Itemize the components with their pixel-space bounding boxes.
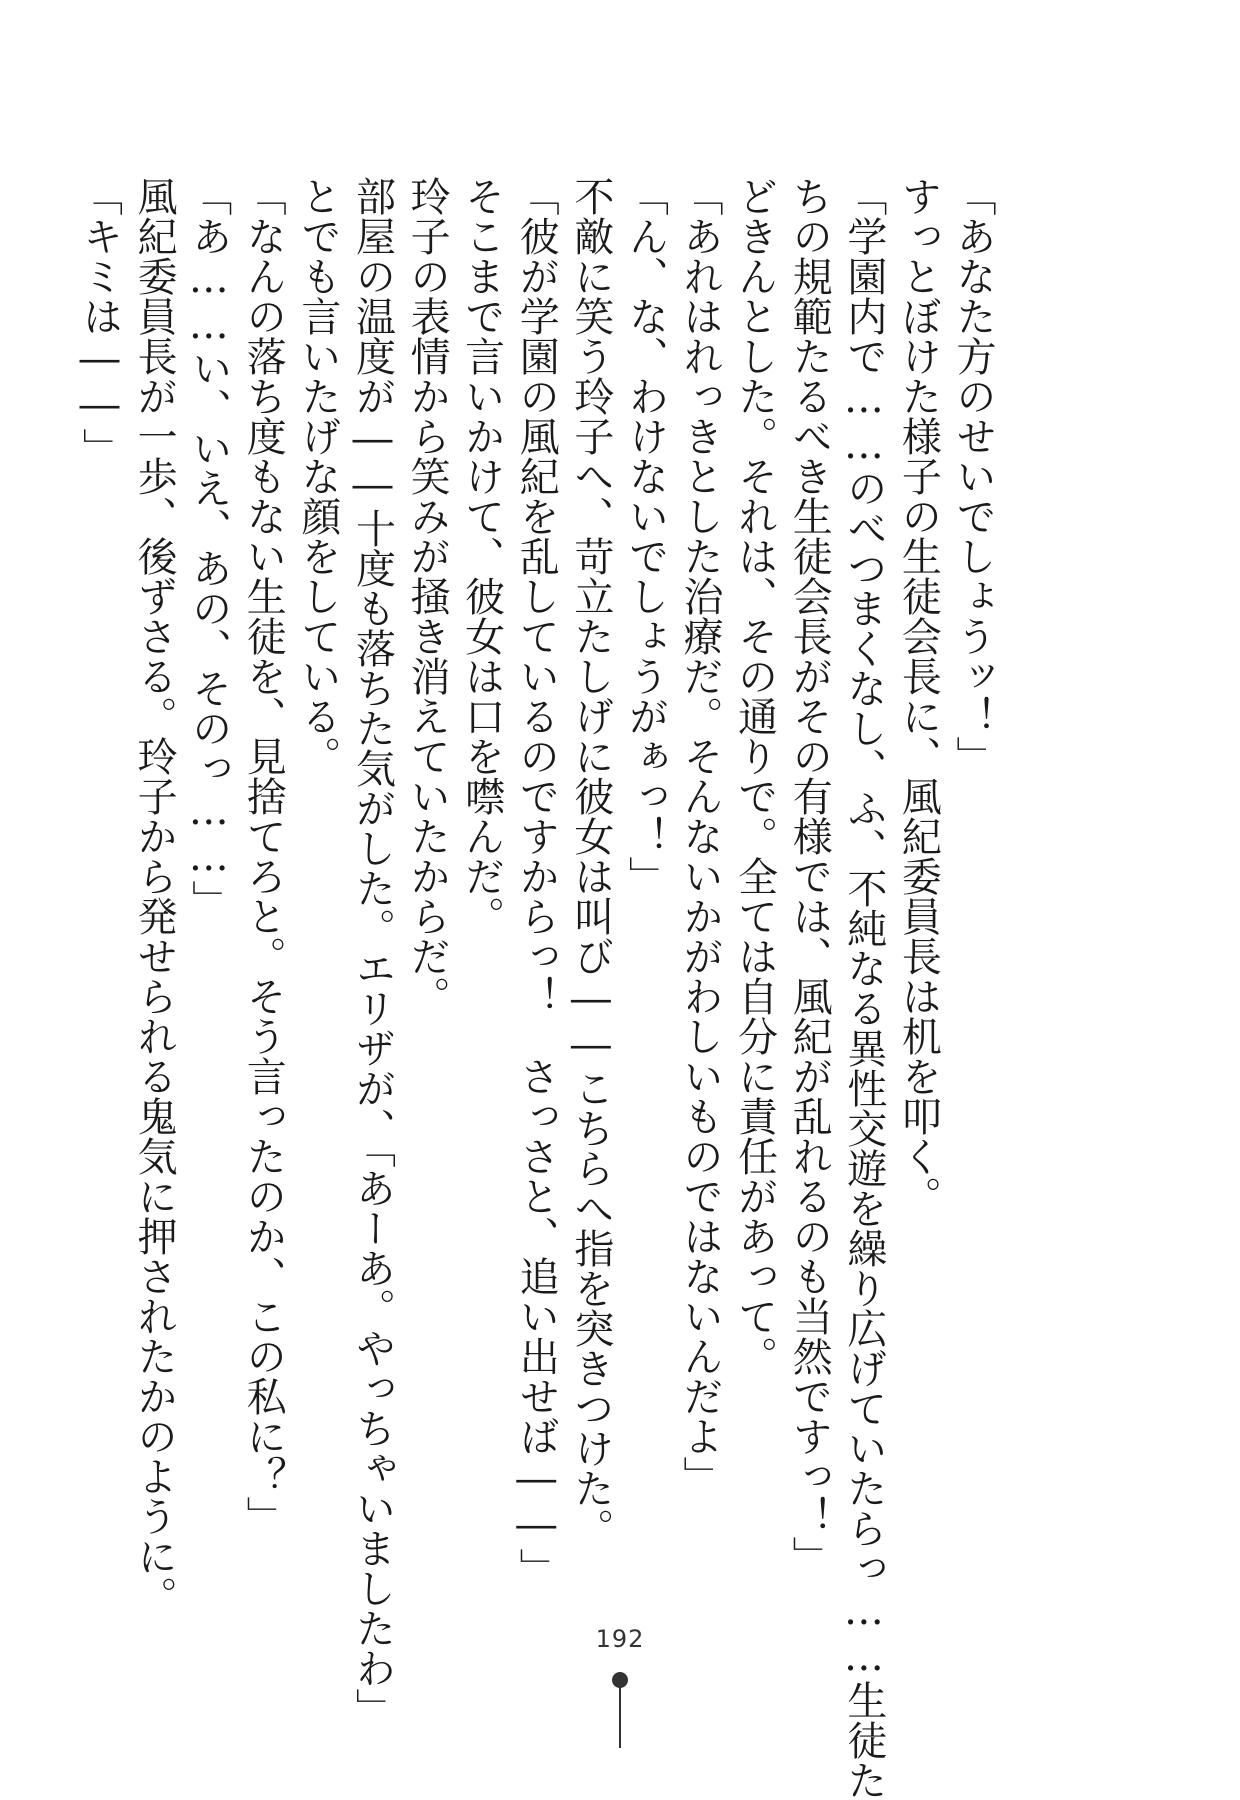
text-line: 不敵に笑う玲子へ、苛立たしげに彼女は叫び――こちらへ指を突きつけた。 xyxy=(567,176,614,1548)
page-number: 192 xyxy=(595,1625,645,1653)
text-line: 「あれはれっきとした治療だ。そんないかがわしいものではないんだよ」 xyxy=(677,176,724,1496)
text-line: 「彼が学園の風紀を乱しているのですからっ！ さっさと、追い出せば――」 xyxy=(513,176,560,1588)
text-line: すっとぼけた様子の生徒会長に、風紀委員長は机を叩く。 xyxy=(895,176,942,1216)
text-line: どきんとした。それは、その通りで。全ては自分に責任があって。 xyxy=(731,176,778,1376)
text-line: 「学園内で……のべつまくなし、ふ、不純なる異性交遊を繰り広げていたらっ……生徒た xyxy=(840,176,887,1800)
text-line: とでも言いたげな顔をしている。 xyxy=(294,176,341,776)
page-marker-ornament xyxy=(615,1672,625,1748)
text-line: 部屋の温度が――十度も落ちた気がした。エリザが、「あーあ。やっちゃいましたわ」 xyxy=(349,176,396,1728)
text-line: 「ん、な、わけないでしょうがぁっ！」 xyxy=(622,176,669,896)
text-line: 「あなた方のせいでしょうッ！」 xyxy=(950,176,996,776)
text-line: ちの規範たるべき生徒会長がその有様では、風紀が乱れるのも当然ですっ！」 xyxy=(786,176,833,1576)
marker-stem-line xyxy=(619,1686,621,1748)
text-line: 「キミは――」 xyxy=(76,176,123,468)
text-line: 風紀委員長が一歩、後ずさる。玲子から発せられる鬼気に押されたかのように。 xyxy=(131,176,178,1616)
text-line: 「なんの落ち度もない生徒を、見捨てろと。そう言ったのか、この私に？」 xyxy=(240,176,287,1536)
text-line: そこまで言いかけて、彼女は口を噤んだ。 xyxy=(458,176,505,936)
text-line: 玲子の表情から笑みが掻き消えていたからだ。 xyxy=(404,176,451,1016)
text-line: 「あ……い、いえ、あの、そのっ……」 xyxy=(185,176,232,920)
